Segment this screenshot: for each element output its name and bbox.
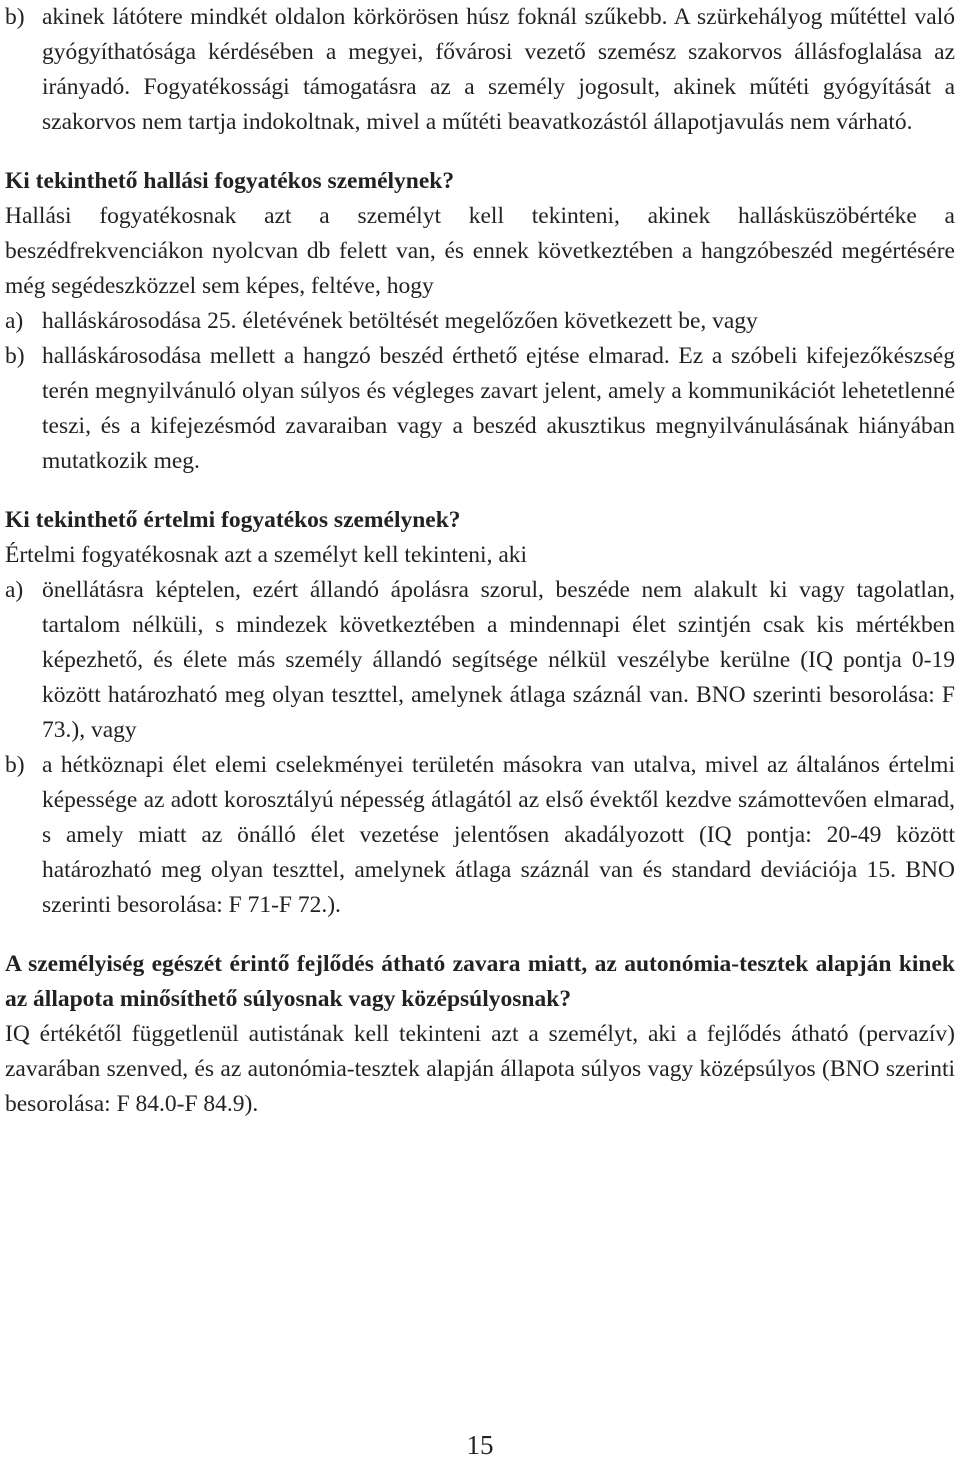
autism-heading: A személyiség egészét érintő fejlődés átható zavara miatt, az autonómia-tesztek alapján kinek az állapota minősíthető súlyosnak vagy középsúlyosnak? — [5, 951, 955, 1012]
list-item-text: önellátásra képtelen, ezért állandó ápolásra szorul, beszéde nem alakult ki vagy tagolatlan, tartalom nélküli, s mindezek következtében a mindennapi élet szintjén csak kis mértékben képezhető, és élete más személy állandó segítsége nélkül veszélybe kerülne (IQ pontja 0-19 között határozható meg olyan teszttel, amelynek átlaga száznál van. BNO szerinti besorolása: F 73.), vagy — [42, 577, 955, 743]
vision-criterion-b — [5, 0, 955, 140]
intellectual-heading: Ki tekinthető értelmi fogyatékos személynek? — [5, 507, 461, 533]
hearing-criterion-a — [5, 304, 955, 339]
list-item-text: a hétköznapi élet elemi cselekményei területén másokra van utalva, mivel az általános értelmi képessége az adott korosztályú népesség átlagától az első évektől kezdve számottevően elmarad, s amely miatt az önálló élet vezetése jelentősen akadályozott (IQ pontja: 20-49 között határozható meg olyan teszttel, amelynek átlaga száznál van és standard deviációja 15. BNO szerinti besorolása: F 71-F 72.). — [42, 752, 955, 918]
list-item-text: akinek látótere mindkét oldalon körkörösen húsz foknál szűkebb. A szürkehályog műtéttel való gyógyíthatósága kérdésében a megyei, fővárosi vezető szemész szakorvos állásfoglalása az irányadó. Fogyatékossági támogatásra az a személy jogosult, akinek műtéti gyógyítását a szakorvos nem tartja indokoltnak, mivel a műtéti beavatkozástól állapotjavulás nem várható. — [42, 4, 955, 135]
intellectual-criterion-b — [5, 748, 955, 923]
document-page — [5, 0, 955, 1122]
list-marker: b) — [5, 752, 25, 778]
list-marker: a) — [5, 577, 24, 603]
intellectual-lead-paragraph: Értelmi fogyatékosnak azt a személyt kell tekinteni, aki — [5, 542, 528, 568]
list-item-text: halláskárosodása mellett a hangzó beszéd érthető ejtése elmarad. Ez a szóbeli kifejezőkészség terén megnyilvánuló olyan súlyos és végleges zavart jelent, amely a kommunikációt lehetetlenné teszi, és a kifejezésmód zavaraiban vagy a beszéd akusztikus megnyilvánulásának hiányában mutatkozik meg. — [42, 343, 955, 474]
list-marker: a) — [5, 308, 24, 334]
autism-paragraph: IQ értékétől függetlenül autistának kell tekinteni azt a személyt, aki a fejlődés átható (pervazív) zavarában szenved, és az autonómia-tesztek alapján állapota súlyos vagy középsúlyos (BNO szerinti besorolása: F 84.0-F 84.9). — [5, 1021, 955, 1117]
page-number: 15 — [466, 1430, 494, 1460]
hearing-heading: Ki tekinthető hallási fogyatékos személynek? — [5, 168, 455, 194]
list-item-text: halláskárosodása 25. életévének betöltését megelőzően következett be, vagy — [42, 308, 758, 334]
intellectual-criterion-a — [5, 573, 955, 748]
hearing-criterion-b — [5, 339, 955, 479]
hearing-lead-paragraph: Hallási fogyatékosnak azt a személyt kell tekinteni, akinek hallásküszöbértéke a beszédfrekvenciákon nyolcvan db felett van, és ennek következtében a hangzóbeszéd megértésére még segédeszközzel sem képes, feltéve, hogy — [5, 203, 955, 299]
list-marker: b) — [5, 343, 25, 369]
list-marker: b) — [5, 4, 25, 30]
